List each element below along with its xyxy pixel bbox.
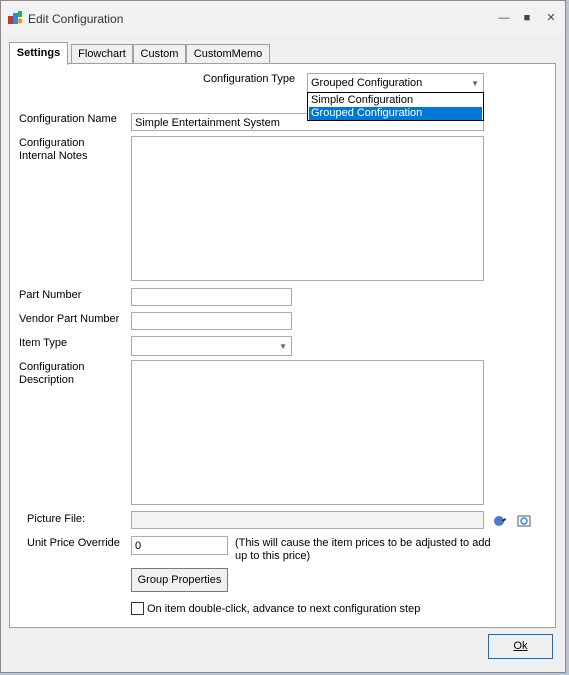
window-title: Edit Configuration <box>28 12 124 26</box>
internal-notes-label-line1: Configuration <box>19 137 85 149</box>
picture-file-input[interactable] <box>131 511 484 529</box>
unit-price-note-line1: (This will cause the item prices to be adjusted to add <box>235 537 491 549</box>
config-type-select[interactable] <box>307 73 484 93</box>
config-type-option-simple[interactable]: Simple Configuration <box>311 94 414 106</box>
close-button[interactable]: ✕ <box>546 12 556 24</box>
part-number-label: Part Number <box>19 289 82 301</box>
ok-button[interactable]: Ok <box>488 634 553 659</box>
config-type-option-grouped[interactable]: Grouped Configuration <box>309 107 482 120</box>
tab-custommemo[interactable]: CustomMemo <box>186 44 270 64</box>
description-textarea[interactable] <box>131 360 484 505</box>
config-name-label: Configuration Name <box>19 113 117 125</box>
item-type-select[interactable] <box>131 336 292 356</box>
vendor-part-number-input[interactable] <box>131 312 292 330</box>
config-type-label: Configuration Type <box>203 73 296 85</box>
unit-price-note-line2: up to this price) <box>235 550 311 562</box>
advance-checkbox[interactable] <box>131 602 144 615</box>
internal-notes-textarea[interactable] <box>131 136 484 281</box>
browse-picture-icon[interactable] <box>517 514 531 528</box>
unit-price-value: 0 <box>135 540 142 552</box>
minimize-button[interactable]: — <box>498 12 510 24</box>
chevron-down-icon: ▼ <box>471 79 479 88</box>
config-name-value: Simple Entertainment System <box>135 117 280 129</box>
part-number-input[interactable] <box>131 288 292 306</box>
tab-flowchart[interactable]: Flowchart <box>71 44 133 64</box>
description-label-line2: Description <box>19 374 75 386</box>
vendor-part-number-label: Vendor Part Number <box>19 313 120 325</box>
tab-settings[interactable]: Settings <box>9 42 68 65</box>
picture-file-label: Picture File: <box>27 513 86 525</box>
config-type-value: Grouped Configuration <box>311 77 423 89</box>
unit-price-input[interactable] <box>131 536 228 555</box>
group-properties-button[interactable]: Group Properties <box>131 568 228 592</box>
description-label-line1: Configuration <box>19 361 85 373</box>
chevron-down-icon: ▼ <box>279 342 287 351</box>
internal-notes-label-line2: Internal Notes <box>19 150 88 162</box>
config-type-dropdown <box>307 92 484 121</box>
app-icon <box>7 10 23 26</box>
title-bar <box>1 1 565 35</box>
tab-custom[interactable]: Custom <box>133 44 186 64</box>
unit-price-label: Unit Price Override <box>27 537 120 549</box>
advance-checkbox-label: On item double-click, advance to next configuration step <box>147 603 421 615</box>
item-type-label: Item Type <box>19 337 68 349</box>
maximize-button[interactable]: ■ <box>523 12 531 24</box>
clear-picture-icon[interactable] <box>493 514 507 528</box>
